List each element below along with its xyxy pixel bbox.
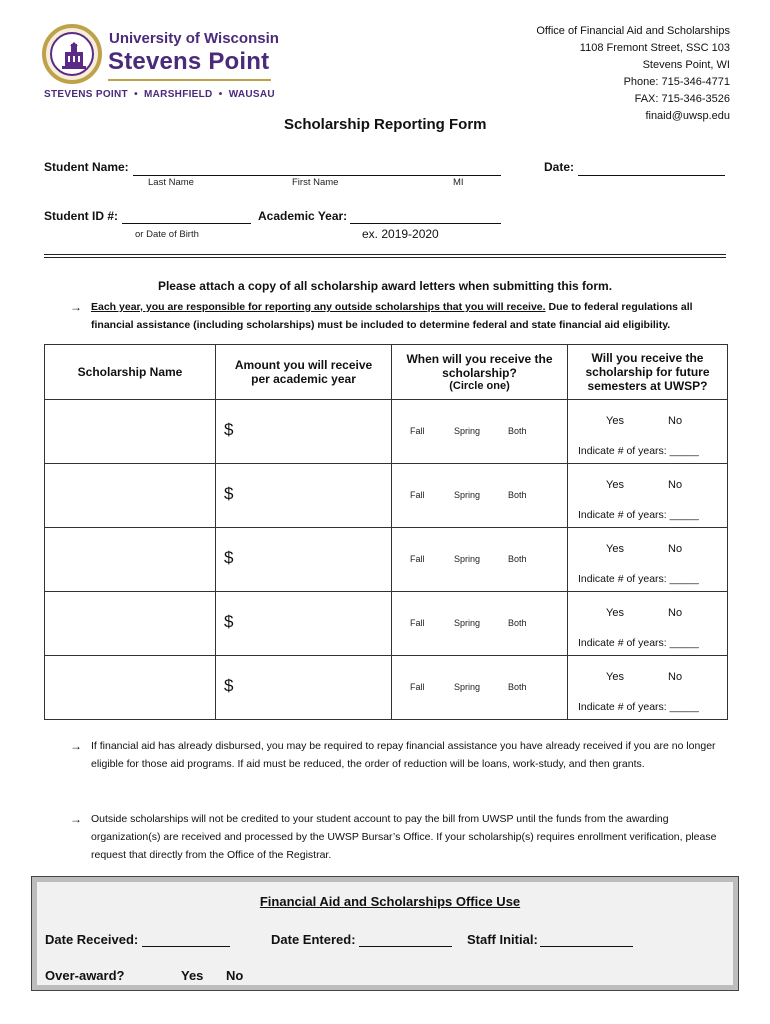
- option-spring[interactable]: Spring: [454, 618, 481, 628]
- scholarship-name-cell[interactable]: [45, 400, 216, 464]
- date-label: Date:: [544, 160, 575, 174]
- amount-cell[interactable]: [216, 528, 392, 592]
- over-award-label: Over-award?: [45, 968, 125, 983]
- years-indicator[interactable]: Indicate # of years: _____: [578, 509, 699, 521]
- arrow-icon: →: [70, 300, 82, 314]
- dollar-sign: $: [224, 484, 234, 503]
- student-id-label: Student ID #:: [44, 209, 118, 223]
- note-repay-text: If financial aid has already disbursed, you may be required to repay financial assistance you have already received if you are no longer eligible for those aid programs. If aid must be reduced, the order of reduction will be loans, work-study, and then grants.: [91, 740, 716, 770]
- semester-cell: [392, 656, 568, 720]
- office-street: 1108 Fremont Street, SSC 103: [579, 42, 730, 54]
- responsibility-underlined: Each year, you are responsible for reporting any outside scholarships that you will receive.: [91, 301, 546, 313]
- responsibility-rest: Due to federal regulations all financial assistance (including scholarships) must be included to determine federal and state financial aid eligibility.: [91, 301, 693, 331]
- option-no[interactable]: No: [668, 479, 683, 491]
- option-spring[interactable]: Spring: [454, 682, 481, 692]
- option-yes[interactable]: Yes: [606, 479, 624, 491]
- option-fall[interactable]: Fall: [410, 426, 425, 436]
- arrow-icon: →: [70, 812, 82, 826]
- option-yes[interactable]: Yes: [606, 607, 624, 619]
- staff-initial-field[interactable]: [540, 932, 633, 947]
- header-when-sub: (Circle one): [449, 380, 510, 392]
- option-no[interactable]: No: [668, 543, 683, 555]
- table-row: [45, 592, 728, 656]
- university-name-line2: Stevens Point: [108, 48, 270, 75]
- note-credit: [70, 810, 732, 864]
- campuses-line: STEVENS POINT • MARSHFIELD • WAUSAU: [44, 89, 275, 100]
- over-award-no[interactable]: No: [226, 968, 244, 983]
- note-credit-text: Outside scholarships will not be credited to your student account to pay the bill from UWSP until the funds from the awarding organization(s) are received and processed by the UWSP Bursar’s Office. If your scholarship(s) requires enrollment verification, please request that directly from the Office of the Registrar.: [91, 813, 717, 861]
- header-when: [392, 345, 568, 400]
- option-no[interactable]: No: [668, 671, 683, 683]
- table-row: [45, 656, 728, 720]
- option-yes[interactable]: Yes: [606, 671, 624, 683]
- dollar-sign: $: [224, 612, 234, 631]
- amount-cell[interactable]: [216, 656, 392, 720]
- option-no[interactable]: No: [668, 607, 683, 619]
- dollar-sign: $: [224, 676, 234, 695]
- logo-rule: [108, 79, 271, 81]
- dollar-sign: $: [224, 548, 234, 567]
- option-both[interactable]: Both: [508, 554, 527, 564]
- table-header-row: [45, 345, 728, 400]
- header-amount: [216, 345, 392, 400]
- over-award-yes[interactable]: Yes: [181, 968, 204, 983]
- future-cell: [568, 528, 728, 592]
- building-icon: [62, 42, 86, 72]
- responsibility-notice: [70, 298, 730, 334]
- student-id-field[interactable]: [122, 209, 251, 224]
- date-received-label: Date Received:: [45, 932, 139, 947]
- date-received-field[interactable]: [142, 932, 230, 947]
- header-when-text: When will you receive the scholarship?: [406, 352, 553, 380]
- option-both[interactable]: Both: [508, 490, 527, 500]
- form-title: Scholarship Reporting Form: [284, 116, 487, 133]
- office-fax: FAX: 715-346-3526: [634, 93, 730, 105]
- years-indicator[interactable]: Indicate # of years: _____: [578, 573, 699, 585]
- academic-year-label: Academic Year:: [258, 209, 348, 223]
- date-entered-field[interactable]: [359, 932, 452, 947]
- table-row: [45, 528, 728, 592]
- years-indicator[interactable]: Indicate # of years: _____: [578, 445, 699, 457]
- scholarship-name-cell[interactable]: [45, 592, 216, 656]
- note-repay: [70, 737, 732, 773]
- office-phone: Phone: 715-346-4771: [623, 76, 730, 88]
- office-use-title: Financial Aid and Scholarships Office Use: [259, 894, 521, 909]
- future-cell: [568, 464, 728, 528]
- semester-cell: [392, 592, 568, 656]
- future-cell: [568, 592, 728, 656]
- office-email: finaid@uwsp.edu: [645, 110, 730, 122]
- university-name-line1: University of Wisconsin: [109, 30, 279, 47]
- office-name: Office of Financial Aid and Scholarships: [536, 25, 730, 37]
- scholarship-name-cell[interactable]: [45, 656, 216, 720]
- years-indicator[interactable]: Indicate # of years: _____: [578, 637, 699, 649]
- table-row: [45, 464, 728, 528]
- student-name-field[interactable]: [133, 161, 501, 176]
- date-entered-label: Date Entered:: [271, 932, 356, 947]
- scholarship-name-cell[interactable]: [45, 464, 216, 528]
- semester-cell: [392, 400, 568, 464]
- semester-cell: [392, 464, 568, 528]
- academic-year-field[interactable]: [350, 209, 501, 224]
- option-fall[interactable]: Fall: [410, 490, 425, 500]
- student-name-label: Student Name:: [44, 160, 129, 174]
- header-scholarship-name: Scholarship Name: [45, 345, 216, 400]
- option-fall[interactable]: Fall: [410, 618, 425, 628]
- arrow-icon: →: [70, 739, 82, 753]
- office-use-box: [32, 877, 738, 990]
- table-row: [45, 400, 728, 464]
- attach-notice: Please attach a copy of all scholarship award letters when submitting this form.: [157, 279, 613, 293]
- header-future-text: Will you receive the scholarship for future semesters at UWSP?: [585, 351, 710, 393]
- first-name-hint: First Name: [292, 177, 339, 188]
- office-address-block: [536, 23, 730, 125]
- dollar-sign: $: [224, 420, 234, 439]
- dob-hint: or Date of Birth: [135, 229, 199, 240]
- option-no[interactable]: No: [668, 415, 683, 427]
- future-cell: [568, 400, 728, 464]
- option-fall[interactable]: Fall: [410, 682, 425, 692]
- future-cell: [568, 656, 728, 720]
- academic-year-example: ex. 2019-2020: [362, 227, 439, 241]
- option-both[interactable]: Both: [508, 682, 527, 692]
- scholarship-name-cell[interactable]: [45, 528, 216, 592]
- office-city: Stevens Point, WI: [642, 59, 730, 71]
- amount-cell[interactable]: [216, 400, 392, 464]
- amount-cell[interactable]: [216, 592, 392, 656]
- amount-cell[interactable]: [216, 464, 392, 528]
- last-name-hint: Last Name: [148, 177, 194, 188]
- option-both[interactable]: Both: [508, 618, 527, 628]
- header-amount-text: Amount you will receive per academic year: [234, 358, 373, 386]
- option-both[interactable]: Both: [508, 426, 527, 436]
- semester-cell: [392, 528, 568, 592]
- years-indicator[interactable]: Indicate # of years: _____: [578, 701, 699, 713]
- staff-initial-label: Staff Initial:: [467, 932, 538, 947]
- section-divider: [44, 254, 726, 258]
- option-spring[interactable]: Spring: [454, 426, 481, 436]
- date-field[interactable]: [578, 161, 725, 176]
- option-yes[interactable]: Yes: [606, 543, 624, 555]
- option-spring[interactable]: Spring: [454, 554, 481, 564]
- scholarship-table: [44, 344, 728, 720]
- university-seal-logo: [42, 24, 102, 84]
- option-fall[interactable]: Fall: [410, 554, 425, 564]
- option-yes[interactable]: Yes: [606, 415, 624, 427]
- header-future: [568, 345, 728, 400]
- mi-hint: MI: [453, 177, 464, 188]
- option-spring[interactable]: Spring: [454, 490, 481, 500]
